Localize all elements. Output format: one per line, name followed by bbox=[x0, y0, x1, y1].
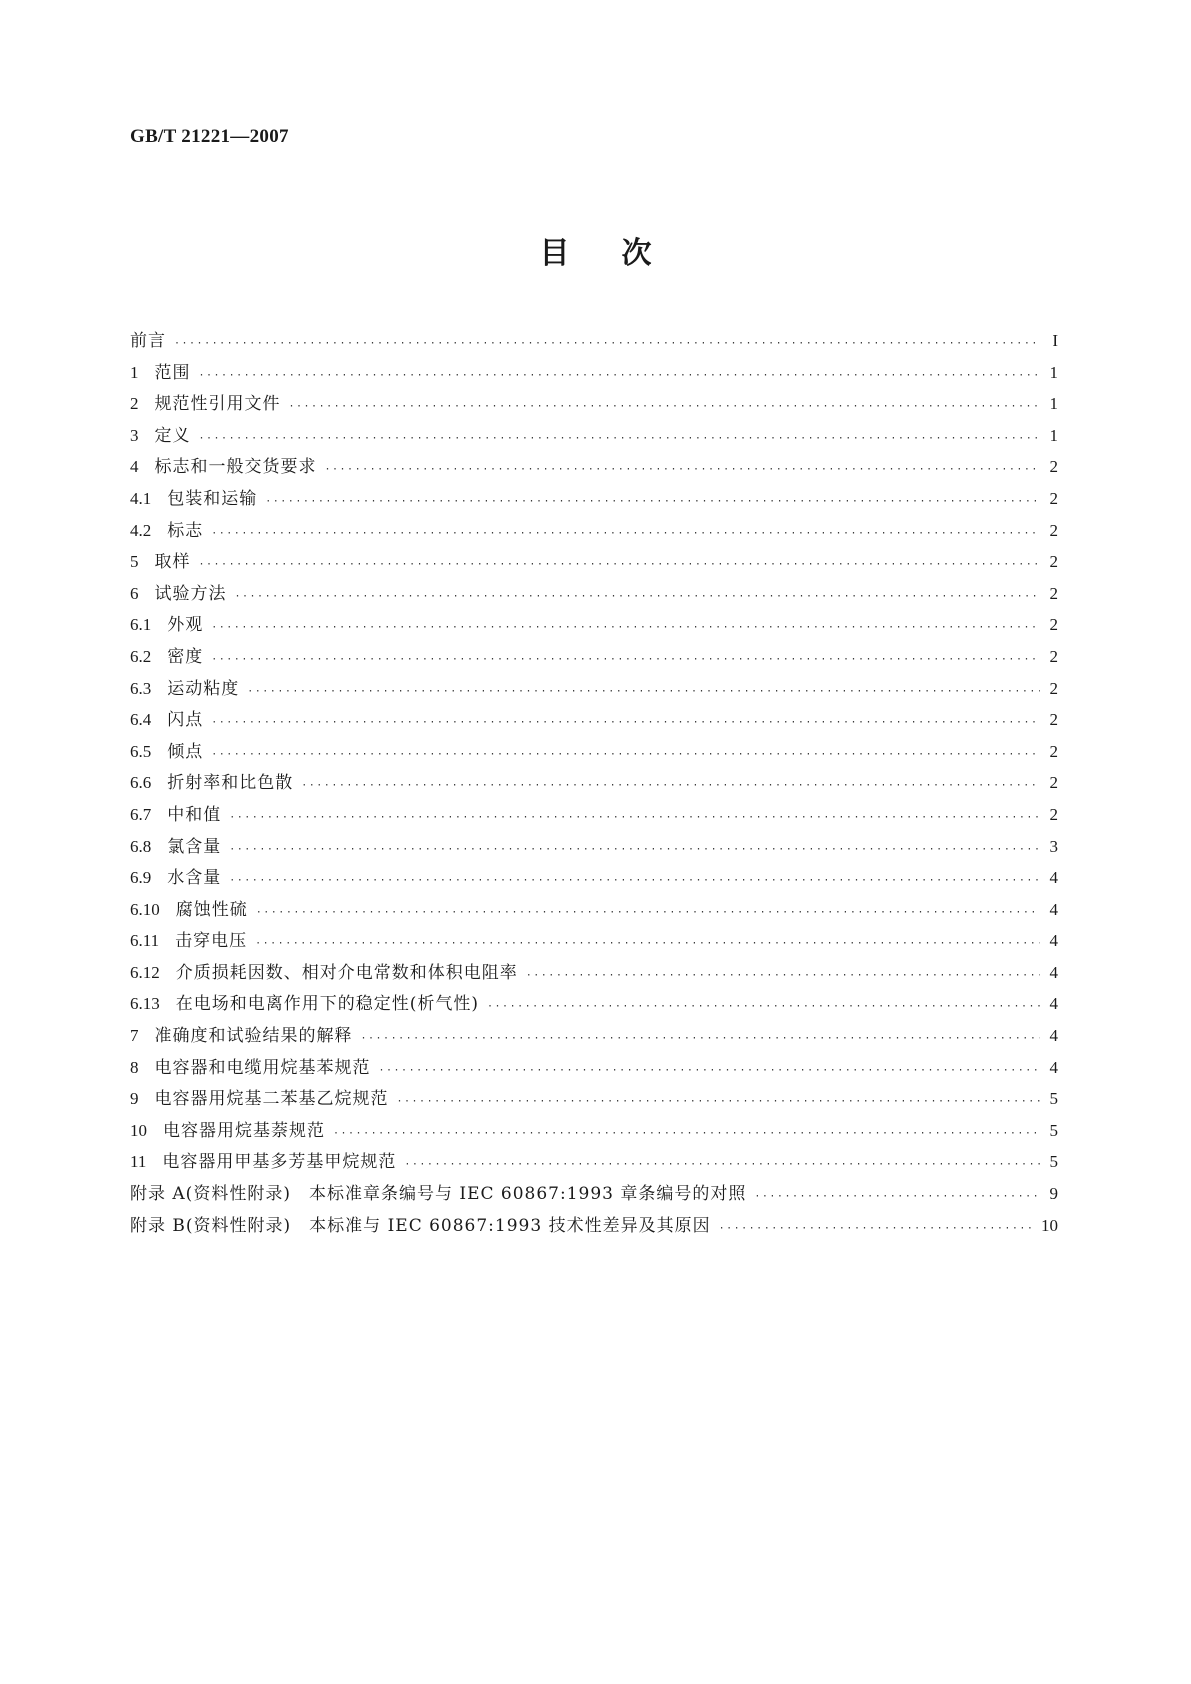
toc-entry[interactable] bbox=[130, 389, 1058, 421]
toc-entry-page-number: 2 bbox=[1049, 583, 1058, 603]
toc-entry-label: 前言 bbox=[130, 331, 166, 351]
toc-entry-number: 8 bbox=[130, 1057, 139, 1077]
toc-entry-number: 6.12 bbox=[130, 962, 160, 982]
toc-dot-leader bbox=[229, 875, 1040, 886]
toc-entry-page-number: 10 bbox=[1041, 1215, 1058, 1235]
toc-entry[interactable] bbox=[130, 326, 1058, 358]
toc-entry-label: 水含量 bbox=[167, 868, 222, 889]
toc-entry[interactable] bbox=[130, 421, 1058, 453]
toc-dot-leader bbox=[719, 1223, 1033, 1234]
toc-dot-leader bbox=[229, 844, 1040, 855]
toc-entry[interactable] bbox=[130, 895, 1058, 927]
toc-dot-leader bbox=[211, 654, 1040, 665]
toc-entry-page-number: 4 bbox=[1049, 994, 1058, 1014]
toc-entry-number: 6.6 bbox=[130, 773, 152, 793]
toc-entry-number: 6.3 bbox=[130, 678, 152, 698]
toc-dot-leader bbox=[325, 464, 1041, 475]
toc-entry-number: 6.10 bbox=[130, 899, 160, 919]
toc-entry-number: 2 bbox=[130, 394, 139, 414]
toc-entry-page-number: 2 bbox=[1049, 488, 1058, 508]
toc-entry-page-number: 2 bbox=[1049, 646, 1058, 666]
toc-entry[interactable] bbox=[130, 737, 1058, 769]
toc-dot-leader bbox=[361, 1033, 1041, 1044]
toc-entry-number: 6.8 bbox=[130, 836, 152, 856]
toc-entry[interactable] bbox=[130, 705, 1058, 737]
toc-entry-label: 试验方法 bbox=[154, 583, 227, 604]
toc-entry-page-number: 2 bbox=[1049, 520, 1058, 540]
toc-entry-page-number: 1 bbox=[1049, 362, 1058, 382]
toc-entry-number: 6.11 bbox=[130, 931, 160, 951]
table-of-contents bbox=[130, 326, 1058, 1242]
toc-entry-label: 电容器用甲基多芳基甲烷规范 bbox=[162, 1152, 397, 1173]
toc-entry-page-number: 4 bbox=[1049, 962, 1058, 982]
toc-entry-page-number: 2 bbox=[1049, 741, 1058, 761]
toc-entry-label: 中和值 bbox=[167, 804, 222, 825]
toc-entry[interactable] bbox=[130, 1084, 1058, 1116]
toc-entry[interactable] bbox=[130, 642, 1058, 674]
toc-entry-number: 4.2 bbox=[130, 520, 152, 540]
toc-dot-leader bbox=[211, 528, 1040, 539]
toc-entry[interactable] bbox=[130, 768, 1058, 800]
toc-entry-label: 范围 bbox=[154, 362, 191, 383]
toc-entry[interactable] bbox=[130, 674, 1058, 706]
toc-entry-label: 外观 bbox=[167, 615, 204, 636]
toc-entry-number: 5 bbox=[130, 552, 139, 572]
toc-entry-page-number: 4 bbox=[1049, 1026, 1058, 1046]
toc-entry[interactable] bbox=[130, 800, 1058, 832]
toc-entry-page-number: 4 bbox=[1049, 899, 1058, 919]
toc-entry-page-number: 2 bbox=[1049, 710, 1058, 730]
toc-entry-label: 包装和运输 bbox=[167, 488, 258, 509]
toc-entry-page-number: I bbox=[1052, 331, 1058, 350]
toc-entry-number: 6.13 bbox=[130, 994, 160, 1014]
toc-dot-leader bbox=[301, 780, 1040, 791]
toc-entry-page-number: 5 bbox=[1049, 1152, 1058, 1172]
toc-entry-number: 6.4 bbox=[130, 710, 152, 730]
toc-entry-number: 4.1 bbox=[130, 488, 152, 508]
toc-dot-leader bbox=[229, 812, 1040, 823]
toc-dot-leader bbox=[255, 938, 1040, 949]
toc-entry-label: 介质损耗因数、相对介电常数和体积电阻率 bbox=[175, 962, 518, 983]
toc-dot-leader bbox=[211, 717, 1040, 728]
toc-entry-label: 倾点 bbox=[167, 741, 204, 762]
toc-entry[interactable] bbox=[130, 926, 1058, 958]
toc-entry[interactable] bbox=[130, 484, 1058, 516]
toc-entry-number: 3 bbox=[130, 425, 139, 445]
standard-code: GB/T 21221—2007 bbox=[130, 126, 289, 147]
toc-entry-label: 氯含量 bbox=[167, 836, 222, 857]
toc-entry-page-number: 5 bbox=[1049, 1120, 1058, 1140]
toc-entry[interactable] bbox=[130, 1211, 1058, 1243]
toc-entry[interactable] bbox=[130, 989, 1058, 1021]
toc-entry-number: 6 bbox=[130, 583, 139, 603]
toc-entry-number: 6.5 bbox=[130, 741, 152, 761]
toc-entry-label: 电容器和电缆用烷基苯规范 bbox=[154, 1057, 371, 1078]
toc-dot-leader bbox=[256, 907, 1040, 918]
toc-dot-leader bbox=[397, 1096, 1041, 1107]
toc-entry[interactable] bbox=[130, 516, 1058, 548]
toc-entry-number: 1 bbox=[130, 362, 139, 382]
toc-entry-page-number: 5 bbox=[1049, 1089, 1058, 1109]
toc-entry-label: 电容器用烷基二苯基乙烷规范 bbox=[154, 1089, 389, 1110]
toc-entry-label: 附录 A(资料性附录) 本标准章条编号与 IEC 60867:1993 章条编号的对照 bbox=[130, 1184, 747, 1205]
toc-entry-number: 7 bbox=[130, 1026, 139, 1046]
toc-entry[interactable] bbox=[130, 610, 1058, 642]
toc-entry[interactable] bbox=[130, 1116, 1058, 1148]
toc-entry-page-number: 1 bbox=[1049, 394, 1058, 414]
toc-entry-page-number: 1 bbox=[1049, 425, 1058, 445]
toc-entry[interactable] bbox=[130, 1021, 1058, 1053]
toc-dot-leader bbox=[289, 401, 1041, 412]
toc-entry[interactable] bbox=[130, 1147, 1058, 1179]
toc-entry-number: 4 bbox=[130, 457, 139, 477]
toc-entry-page-number: 2 bbox=[1049, 804, 1058, 824]
page-title: 目次 bbox=[539, 236, 704, 271]
toc-entry-label: 规范性引用文件 bbox=[154, 394, 281, 415]
toc-entry[interactable] bbox=[130, 1179, 1058, 1211]
toc-dot-leader bbox=[754, 1191, 1040, 1202]
toc-entry-label: 标志 bbox=[167, 520, 204, 541]
toc-entry-number: 9 bbox=[130, 1089, 139, 1109]
toc-entry-label: 标志和一般交货要求 bbox=[154, 457, 317, 478]
toc-dot-leader bbox=[379, 1065, 1041, 1076]
toc-dot-leader bbox=[265, 496, 1040, 507]
toc-entry-label: 击穿电压 bbox=[175, 931, 248, 952]
toc-dot-leader bbox=[174, 338, 1040, 349]
toc-entry-page-number: 2 bbox=[1049, 457, 1058, 477]
toc-dot-leader bbox=[199, 559, 1041, 570]
toc-dot-leader bbox=[235, 591, 1041, 602]
toc-entry-page-number: 4 bbox=[1049, 931, 1058, 951]
toc-entry[interactable] bbox=[130, 958, 1058, 990]
toc-dot-leader bbox=[404, 1159, 1040, 1170]
toc-entry-number: 10 bbox=[130, 1120, 147, 1140]
toc-dot-leader bbox=[211, 622, 1040, 633]
toc-entry-label: 密度 bbox=[167, 646, 204, 667]
toc-entry[interactable] bbox=[130, 452, 1058, 484]
toc-entry-label: 附录 B(资料性附录) 本标准与 IEC 60867:1993 技术性差异及其原因 bbox=[130, 1215, 711, 1236]
toc-entry-number: 6.7 bbox=[130, 804, 152, 824]
toc-entry-number: 11 bbox=[130, 1152, 147, 1172]
toc-entry-number: 6.1 bbox=[130, 615, 152, 635]
toc-entry-label: 运动粘度 bbox=[167, 678, 240, 699]
toc-dot-leader bbox=[487, 1001, 1040, 1012]
toc-entry[interactable] bbox=[130, 1053, 1058, 1085]
toc-entry-page-number: 3 bbox=[1049, 836, 1058, 856]
toc-entry-label: 折射率和比色散 bbox=[167, 773, 294, 794]
toc-entry-page-number: 2 bbox=[1049, 552, 1058, 572]
toc-entry-page-number: 9 bbox=[1049, 1184, 1058, 1204]
toc-dot-leader bbox=[199, 433, 1041, 444]
toc-entry-label: 准确度和试验结果的解释 bbox=[154, 1026, 353, 1047]
toc-entry-page-number: 4 bbox=[1049, 868, 1058, 888]
toc-entry-number: 6.2 bbox=[130, 646, 152, 666]
toc-dot-leader bbox=[211, 749, 1040, 760]
toc-dot-leader bbox=[526, 970, 1040, 981]
toc-entry-page-number: 4 bbox=[1049, 1057, 1058, 1077]
toc-dot-leader bbox=[199, 370, 1041, 381]
toc-entry-label: 电容器用烷基萘规范 bbox=[163, 1120, 325, 1141]
toc-entry-label: 闪点 bbox=[167, 710, 204, 731]
toc-entry-label: 腐蚀性硫 bbox=[175, 899, 248, 920]
toc-entry-page-number: 2 bbox=[1049, 615, 1058, 635]
toc-entry-label: 定义 bbox=[154, 425, 191, 446]
toc-entry[interactable] bbox=[130, 579, 1058, 611]
toc-entry-number: 6.9 bbox=[130, 868, 152, 888]
toc-entry-label: 在电场和电离作用下的稳定性(析气性) bbox=[175, 994, 480, 1015]
toc-entry[interactable] bbox=[130, 832, 1058, 864]
toc-entry[interactable] bbox=[130, 547, 1058, 579]
toc-entry[interactable] bbox=[130, 863, 1058, 895]
toc-entry-page-number: 2 bbox=[1049, 773, 1058, 793]
toc-dot-leader bbox=[333, 1128, 1040, 1139]
toc-entry-label: 取样 bbox=[154, 552, 191, 573]
toc-entry[interactable] bbox=[130, 358, 1058, 390]
toc-entry-page-number: 2 bbox=[1049, 678, 1058, 698]
toc-dot-leader bbox=[247, 686, 1040, 697]
